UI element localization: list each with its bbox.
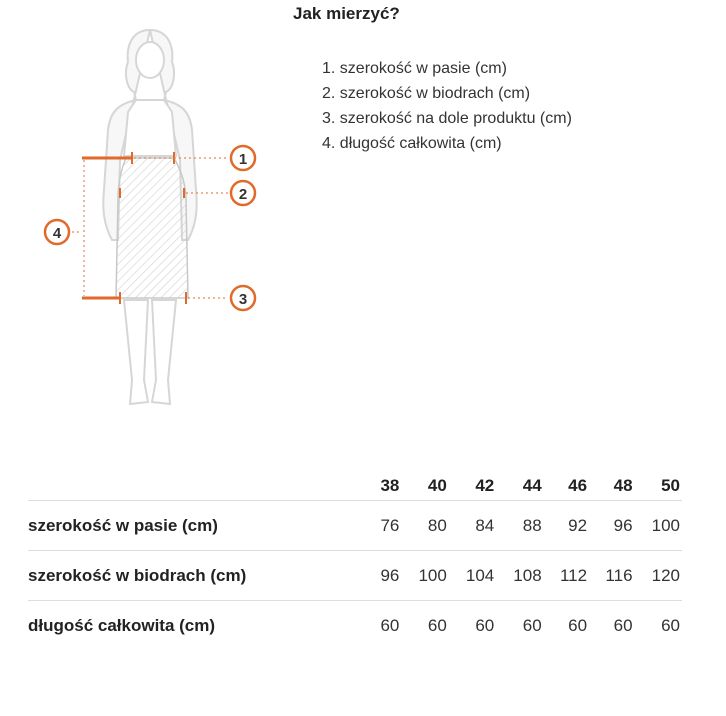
table-cell: 60 bbox=[475, 615, 495, 635]
table-cell: 96 bbox=[369, 551, 402, 601]
table-cell: 116 bbox=[589, 551, 634, 601]
table-corner bbox=[28, 472, 369, 501]
table-cell: 80 bbox=[401, 501, 448, 551]
table-cell: 92 bbox=[544, 501, 589, 551]
table-cell: 104 bbox=[449, 551, 496, 601]
row-label: szerokość w pasie (cm) bbox=[28, 501, 369, 551]
table-row bbox=[28, 501, 682, 551]
svg-text:3: 3 bbox=[238, 291, 248, 308]
table-row bbox=[28, 601, 682, 651]
table-cell: 112 bbox=[544, 551, 589, 601]
table-cell: 100 bbox=[635, 501, 682, 551]
row-label: długość całkowita (cm) bbox=[28, 615, 216, 635]
svg-text:1: 1 bbox=[238, 151, 248, 168]
table-cell: 60 bbox=[661, 615, 680, 635]
size-header: 42 bbox=[449, 472, 496, 501]
page-title: Jak mierzyć? bbox=[293, 4, 400, 23]
table-row bbox=[28, 551, 682, 601]
skirt-shape bbox=[116, 158, 188, 298]
table-cell: 60 bbox=[380, 615, 400, 635]
marker-2 bbox=[231, 181, 255, 205]
step-item: 4. długość całkowita (cm) bbox=[322, 135, 502, 152]
size-header: 38 bbox=[369, 472, 402, 501]
size-header: 44 bbox=[496, 472, 543, 501]
measurement-steps bbox=[322, 56, 572, 156]
table-cell: 108 bbox=[496, 551, 543, 601]
svg-text:2: 2 bbox=[238, 186, 248, 203]
size-table bbox=[28, 472, 682, 650]
table-cell: 60 bbox=[568, 615, 588, 635]
marker-1 bbox=[231, 146, 255, 170]
step-item: 3. szerokość na dole produktu (cm) bbox=[322, 110, 572, 127]
table-cell: 120 bbox=[635, 551, 682, 601]
size-header: 50 bbox=[635, 472, 682, 501]
table-cell: 84 bbox=[449, 501, 496, 551]
size-header: 40 bbox=[401, 472, 448, 501]
step-item: 2. szerokość w biodrach (cm) bbox=[322, 85, 531, 102]
length-measure-line bbox=[72, 160, 84, 296]
step-item: 1. szerokość w pasie (cm) bbox=[322, 60, 507, 77]
marker-3 bbox=[231, 286, 255, 310]
table-cell: 100 bbox=[401, 551, 448, 601]
table-cell: 88 bbox=[496, 501, 543, 551]
table-cell: 60 bbox=[522, 615, 542, 635]
row-label: szerokość w biodrach (cm) bbox=[28, 551, 369, 601]
measurement-diagram bbox=[0, 0, 300, 420]
table-cell: 60 bbox=[427, 615, 447, 635]
table-cell: 60 bbox=[613, 615, 633, 635]
size-header: 48 bbox=[589, 472, 634, 501]
size-header-row bbox=[28, 472, 682, 501]
marker-4 bbox=[45, 220, 69, 244]
size-header: 46 bbox=[544, 472, 589, 501]
table-cell: 96 bbox=[589, 501, 634, 551]
table-cell: 76 bbox=[369, 501, 402, 551]
svg-text:4: 4 bbox=[52, 225, 62, 242]
